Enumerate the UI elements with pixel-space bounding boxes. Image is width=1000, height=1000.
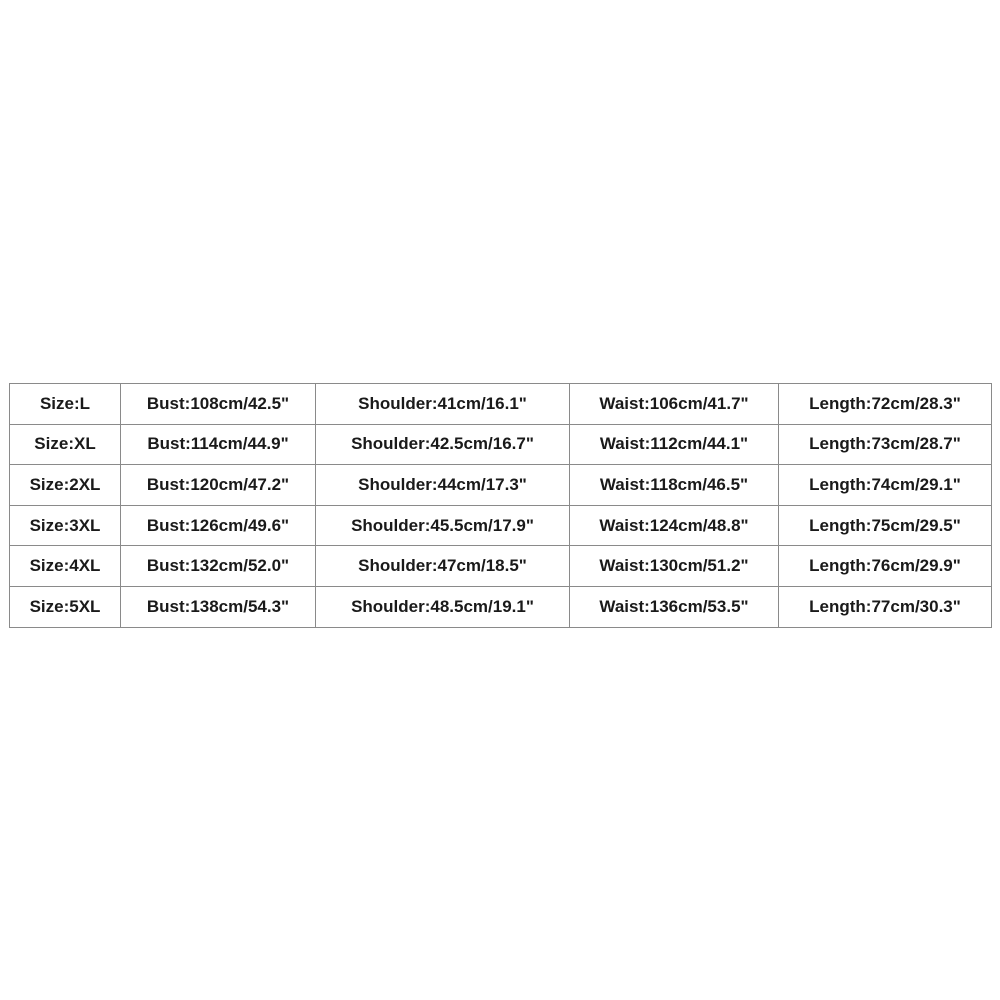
size-cell: Size:5XL — [10, 586, 121, 627]
bust-cell: Bust:114cm/44.9" — [121, 424, 316, 465]
length-cell: Length:77cm/30.3" — [779, 586, 992, 627]
table-row — [10, 424, 992, 465]
bust-cell: Bust:126cm/49.6" — [121, 505, 316, 546]
bust-cell: Bust:138cm/54.3" — [121, 586, 316, 627]
waist-cell: Waist:106cm/41.7" — [570, 384, 779, 425]
length-cell: Length:75cm/29.5" — [779, 505, 992, 546]
waist-cell: Waist:112cm/44.1" — [570, 424, 779, 465]
waist-cell: Waist:124cm/48.8" — [570, 505, 779, 546]
bust-cell: Bust:120cm/47.2" — [121, 465, 316, 506]
length-cell: Length:72cm/28.3" — [779, 384, 992, 425]
shoulder-cell: Shoulder:47cm/18.5" — [316, 546, 570, 587]
table-row — [10, 384, 992, 425]
size-cell: Size:3XL — [10, 505, 121, 546]
waist-cell: Waist:130cm/51.2" — [570, 546, 779, 587]
size-cell: Size:2XL — [10, 465, 121, 506]
table-row — [10, 505, 992, 546]
bust-cell: Bust:132cm/52.0" — [121, 546, 316, 587]
size-cell: Size:L — [10, 384, 121, 425]
shoulder-cell: Shoulder:45.5cm/17.9" — [316, 505, 570, 546]
table-row — [10, 546, 992, 587]
shoulder-cell: Shoulder:44cm/17.3" — [316, 465, 570, 506]
size-cell: Size:4XL — [10, 546, 121, 587]
shoulder-cell: Shoulder:48.5cm/19.1" — [316, 586, 570, 627]
bust-cell: Bust:108cm/42.5" — [121, 384, 316, 425]
shoulder-cell: Shoulder:41cm/16.1" — [316, 384, 570, 425]
size-chart-table — [9, 383, 992, 628]
length-cell: Length:73cm/28.7" — [779, 424, 992, 465]
table-row — [10, 586, 992, 627]
table-row — [10, 465, 992, 506]
waist-cell: Waist:118cm/46.5" — [570, 465, 779, 506]
shoulder-cell: Shoulder:42.5cm/16.7" — [316, 424, 570, 465]
waist-cell: Waist:136cm/53.5" — [570, 586, 779, 627]
length-cell: Length:76cm/29.9" — [779, 546, 992, 587]
length-cell: Length:74cm/29.1" — [779, 465, 992, 506]
size-cell: Size:XL — [10, 424, 121, 465]
